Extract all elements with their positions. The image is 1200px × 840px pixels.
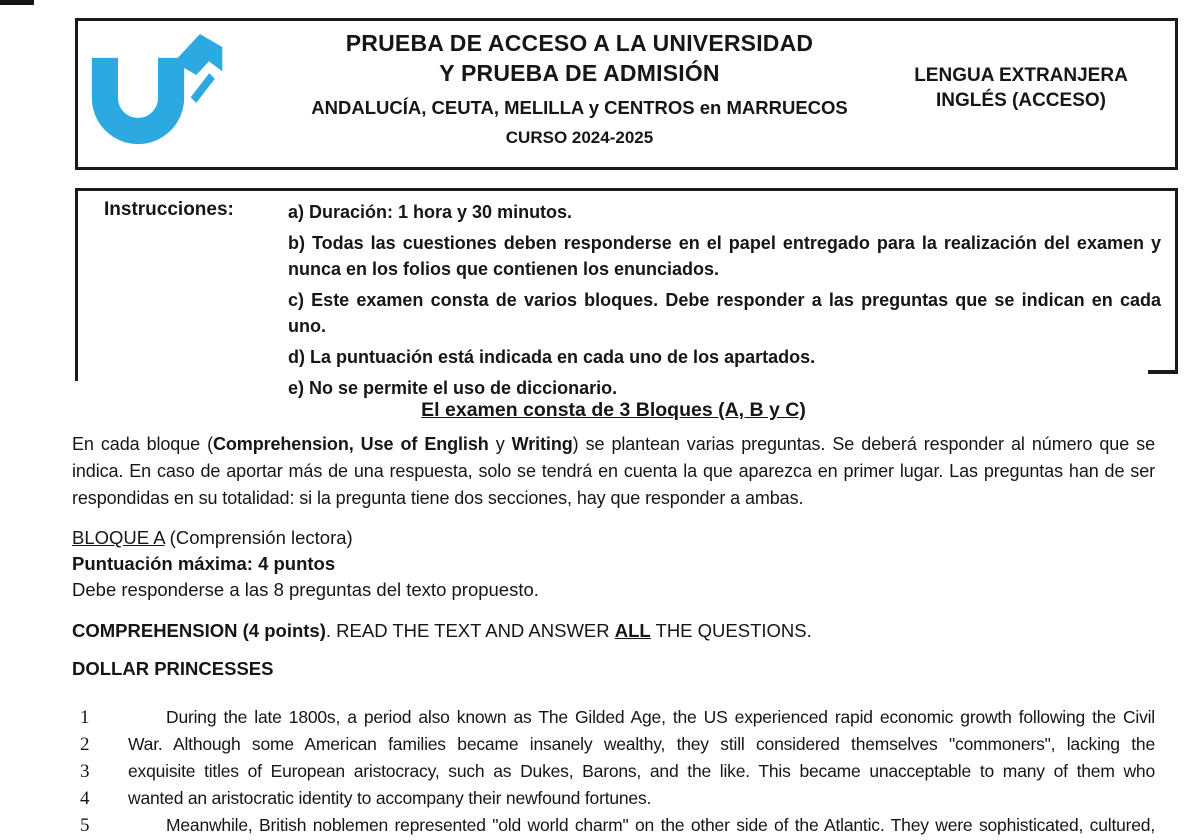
header-title-block [292, 21, 867, 167]
scan-artifact [0, 0, 34, 5]
passage-line [72, 731, 1155, 758]
intro-mid: y [488, 434, 512, 454]
header-title-line2: Y PRUEBA DE ADMISIÓN [439, 60, 720, 86]
comprehension-all-word: ALL [614, 620, 651, 641]
header-course: CURSO 2024-2025 [505, 128, 654, 147]
instruction-item-c: c) Este examen consta de varios bloques. Debe responder a las preguntas que se indican en cada uno. [288, 290, 1161, 336]
instruction-item-d: d) La puntuación está indicada en cada uno de los apartados. [288, 347, 816, 367]
line-text: exquisite titles of European aristocracy, such as Dukes, Barons, and the like. This became unacceptable to many of them who [128, 761, 1155, 781]
intro-paragraph [72, 431, 1155, 512]
passage-line [72, 812, 1155, 839]
comprehension-heading [72, 620, 812, 642]
passage-line [72, 758, 1155, 785]
bloque-a-label: BLOQUE A [72, 527, 165, 548]
line-number: 2 [80, 734, 90, 755]
subject-block [867, 21, 1175, 167]
line-text: During the late 1800s, a period also known as The Gilded Age, the US experienced rapid economic growth following the Civil [166, 707, 1155, 727]
header-title-line1: PRUEBA DE ACCESO A LA UNIVERSIDAD [345, 30, 814, 56]
intro-bold-writing: Writing [511, 434, 573, 454]
intro-pre: En cada bloque ( [72, 434, 213, 454]
university-logo [78, 21, 292, 167]
instructions-list [288, 191, 1175, 398]
comprehension-instruction-end: THE QUESTIONS. [650, 620, 812, 641]
instruction-item-e: e) No se permite el uso de diccionario. [288, 378, 618, 398]
arrow-up-right-icon [172, 27, 226, 109]
instructions-box [75, 188, 1178, 398]
bloque-a-title [72, 525, 539, 551]
line-number: 4 [80, 788, 90, 809]
intro-bold-subjects: Comprehension, Use of English [213, 434, 489, 454]
subject-line2: INGLÉS (ACCESO) [936, 90, 1106, 111]
subject-line1: LENGUA EXTRANJERA [914, 65, 1128, 86]
line-text: War. Although some American families became insanely wealthy, they still considered themselves "commoners", lacking the [128, 734, 1155, 754]
reading-passage [72, 704, 1155, 839]
line-number: 5 [80, 815, 90, 836]
line-text: wanted an aristocratic identity to accompany their newfound fortunes. [128, 788, 652, 808]
exam-header-box [75, 18, 1178, 170]
instruction-item-a: a) Duración: 1 hora y 30 minutos. [288, 202, 573, 222]
blocks-heading [72, 399, 1155, 422]
comprehension-instruction: . READ THE TEXT AND ANSWER [325, 620, 615, 641]
passage-line [72, 704, 1155, 731]
line-number: 1 [80, 707, 90, 728]
line-number: 3 [80, 761, 90, 782]
reading-text-title: DOLLAR PRINCESSES [72, 658, 274, 679]
passage-line [72, 785, 1155, 812]
bloque-a-max-score: Puntuación máxima: 4 puntos [72, 553, 336, 574]
instructions-label: Instrucciones: [104, 199, 234, 220]
bloque-a-label-rest: (Comprensión lectora) [164, 527, 353, 548]
line-text: Meanwhile, British noblemen represented "old world charm" on the other side of the Atlantic. They were sophisticated, cultured, [166, 815, 1155, 835]
instruction-item-b: b) Todas las cuestiones deben responderse en el papel entregado para la realización del examen y nunca en los folios que contienen los enunciados. [288, 233, 1161, 279]
intro-post: ) se plantean varias preguntas. Se deberá responder al número que se indica. En caso de aportar más de una respuesta, solo se tendrá en cuenta la que aparezca en primer lugar. Las preguntas han de ser respondidas en su totalidad: si la pregunta tiene dos secciones, hay que responder a ambas. [72, 434, 1155, 508]
comprehension-points: COMPREHENSION (4 points) [72, 620, 326, 641]
blocks-heading-text: El examen consta de 3 Bloques (A, B y C) [421, 399, 806, 421]
bloque-a-note: Debe responderse a las 8 preguntas del texto propuesto. [72, 579, 539, 600]
bloque-a-section [72, 525, 539, 603]
header-region: ANDALUCÍA, CEUTA, MELILLA y CENTROS en MARRUECOS [311, 97, 848, 118]
